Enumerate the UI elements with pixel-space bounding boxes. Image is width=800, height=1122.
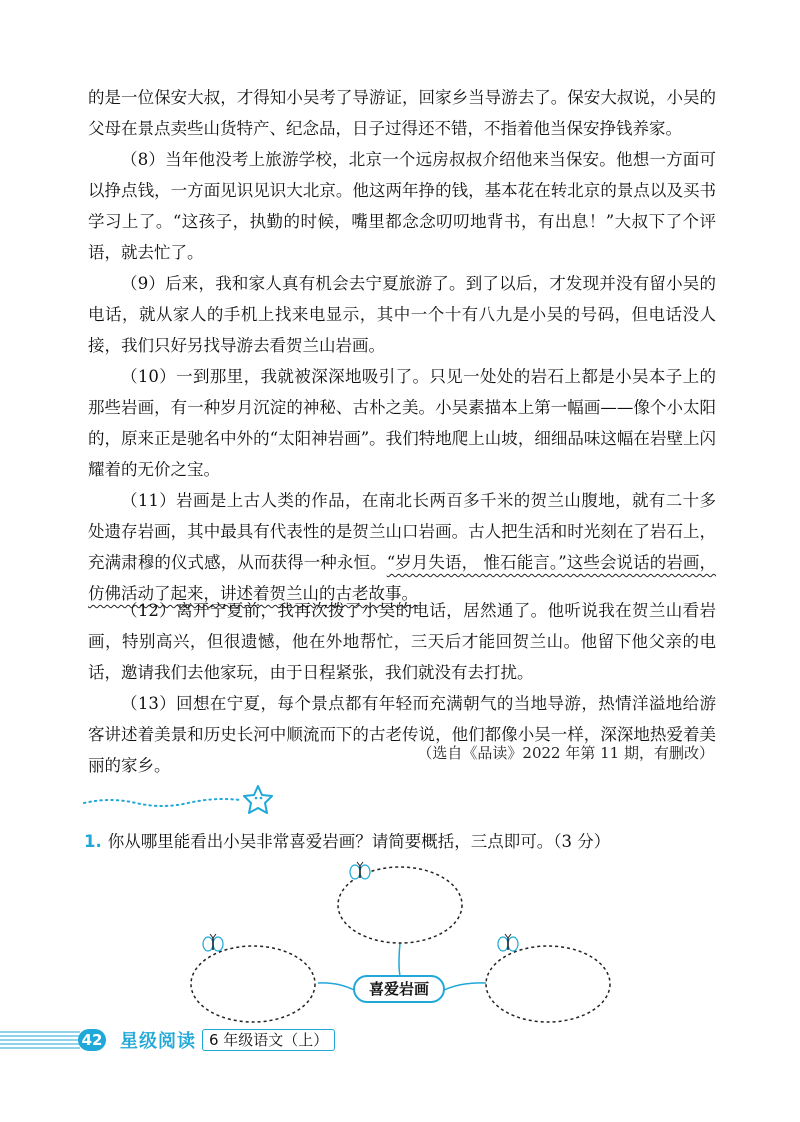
paragraph-8: （8）当年他没考上旅游学校，北京一个远房叔叔介绍他来当保安。他想一方面可以挣点钱，一方面见识见识大北京。他这两年挣的钱，基本花在转北京的景点以及买书学习上了。“这孩子，执勤的时候，嘴里都念念叨叨地背书，有出息！”大叔下了个评语，就去忙了。 (88, 150, 716, 262)
connector-left (318, 983, 354, 990)
answer-ellipse-left (191, 946, 315, 1022)
paragraph-13: （13）回想在宁夏，每个景点都有年轻而充满朝气的当地导游，热情洋溢地给游客讲述着美景和历史长河中顺流而下的古老传说，他们都像小吴一样，深深地热爱着美丽的家乡。 (88, 694, 716, 775)
paragraph-12: （12）离开宁夏前，我再次拨了小吴的电话，居然通了。他听说我在贺兰山看岩画，特别高兴，但很遗憾，他在外地帮忙，三天后才能回贺兰山。他留下他父亲的电话，邀请我们去他家玩，由于日程紧张，我们就没有去打扰。 (88, 601, 716, 682)
underlined-sentence: “岁月失语， 惟石能言。”这些会说话的岩画，仿佛活动了起来，讲述着贺兰山的古老故事。 (88, 553, 717, 603)
source-note: （选自《品读》2022 年第 11 期，有删改） (417, 744, 714, 762)
question-number: 1. (84, 832, 102, 851)
grade-label: 6 年级语文（上） (202, 1029, 335, 1051)
connector-top (399, 943, 400, 976)
butterfly-icon (498, 934, 518, 951)
page-number: 42 (81, 1031, 103, 1049)
question-text: 你从哪里能看出小吴非常喜爱岩画？请简要概括，三点即可。（3 分） (107, 832, 611, 851)
paragraph-continuation: 的是一位保安大叔，才得知小吴考了导游证，回家乡当导游去了。保安大叔说，小吴的父母在景点卖些山货特产、纪念品，日子过得还不错，不指着他当保安挣钱养家。 (88, 88, 716, 138)
paragraph-9: （9）后来，我和家人真有机会去宁夏旅游了。到了以后，才发现并没有留小吴的电话，就从家人的手机上找来电显示，其中一个十有八九是小吴的号码，但电话没人接，我们只好另找导游去看贺兰山岩画。 (88, 274, 716, 355)
answer-ellipse-right (486, 946, 610, 1022)
mindmap-center-label: 喜爱岩画 (368, 980, 429, 998)
brand-name: 星级阅读 (120, 1031, 196, 1052)
butterfly-icon (203, 934, 223, 951)
butterfly-icon (350, 862, 370, 879)
paragraph-10: （10）一到那里，我就被深深地吸引了。只见一处处的岩石上都是小吴本子上的那些岩画，有一种岁月沉淀的神秘、古朴之美。小吴素描本上第一幅画——像个小太阳的，原来正是驰名中外的“太阳神岩画”。我们特地爬上山坡，细细品味这幅在岩壁上闪耀着的无价之宝。 (88, 367, 716, 479)
connector-right (444, 983, 486, 990)
divider-dotted-line (84, 799, 240, 806)
star-icon (244, 786, 272, 813)
question-1 (84, 828, 610, 852)
paragraph-11-text: （11）岩画是上古人类的作品，在南北长两百多千米的贺兰山腹地，就有二十多处遗存岩画，其中最具有代表性的是贺兰山口岩画。古人把生活和时光刻在了岩石上，充满肃穆的仪式感，从而获得一种永恒。 (88, 491, 716, 572)
footer-logo (120, 1027, 335, 1053)
